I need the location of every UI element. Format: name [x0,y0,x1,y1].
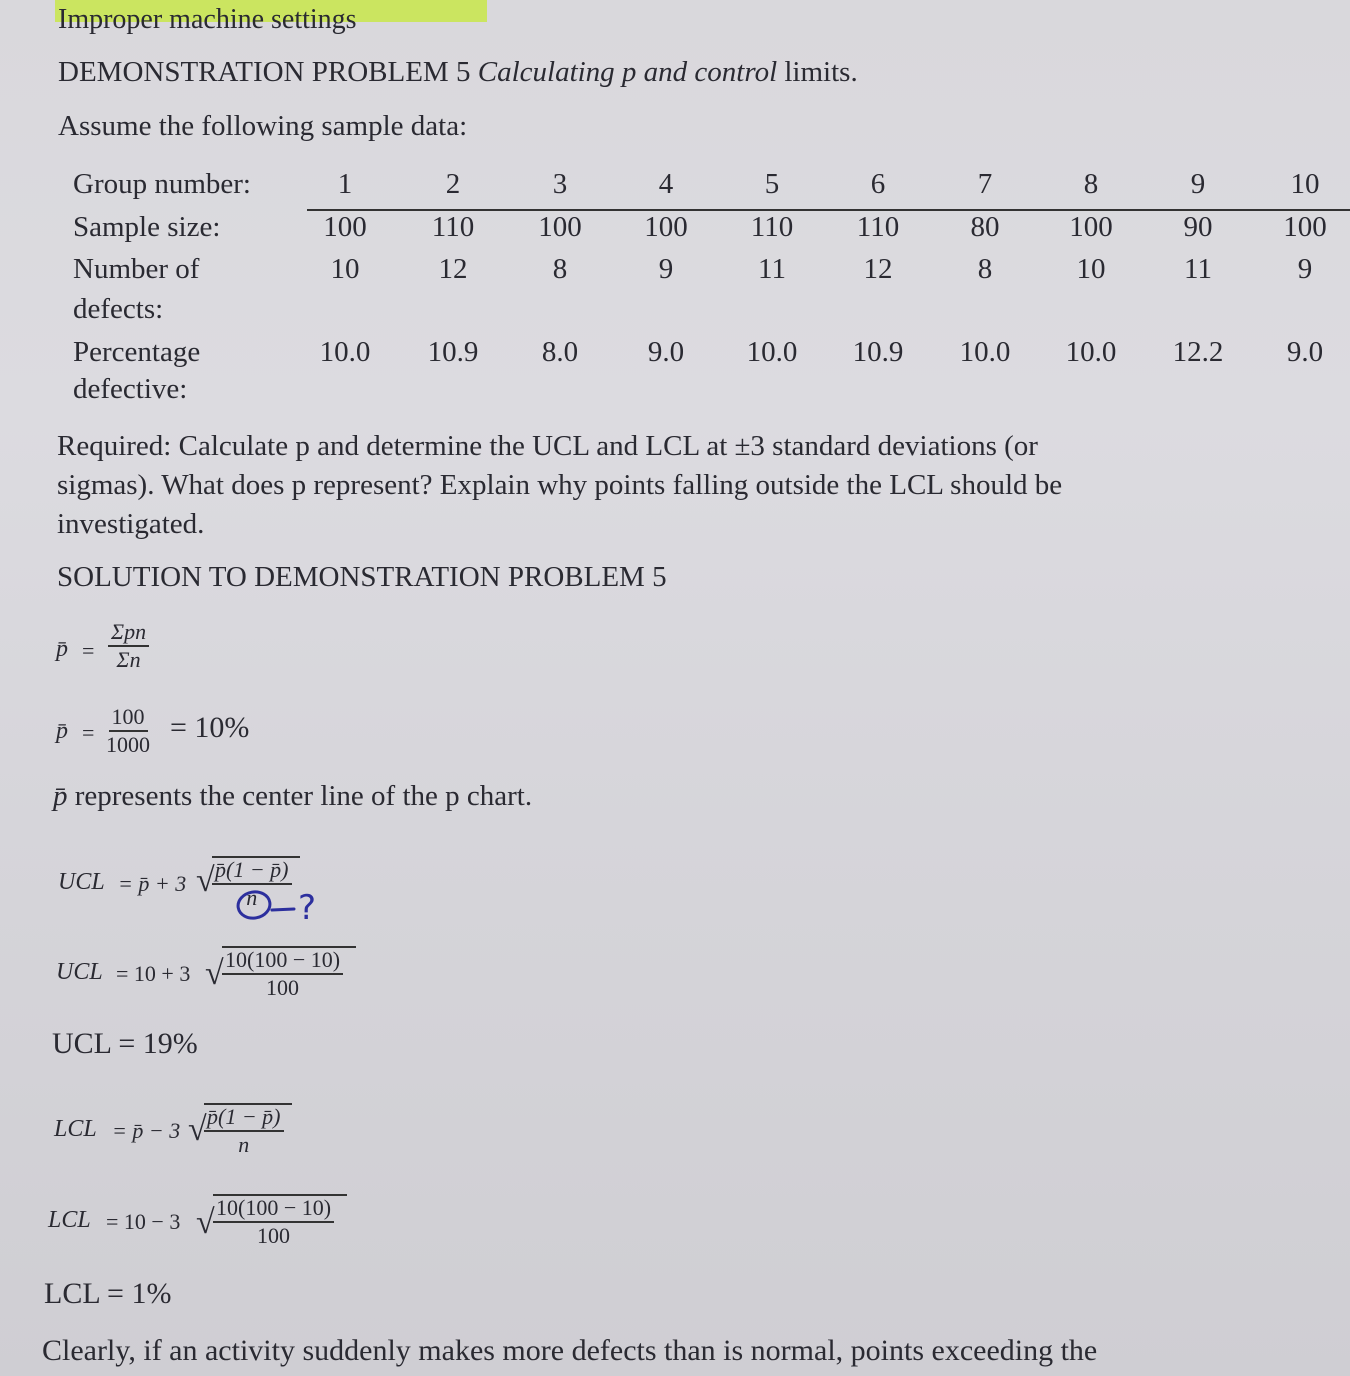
sample-size-cell: 110 [856,211,900,243]
assume-text: Assume the following sample data: [58,110,468,142]
equals-sign-2: = [82,720,95,745]
row-label-defects-1: Number of [73,253,200,285]
sample-size-cell: 90 [1183,211,1213,243]
sample-size-cell: 110 [750,211,794,243]
percent-defective-cell: 10.0 [319,336,371,368]
percent-defective-cell: 9.0 [1286,336,1324,368]
sample-size-cell: 100 [1069,211,1113,243]
defects-cell: 10 [330,253,360,285]
group-number-cell: 6 [870,168,886,200]
defects-cell: 12 [438,253,468,285]
sample-size-cell: 110 [431,211,475,243]
sample-size-cell: 100 [323,211,367,243]
group-number-cell: 1 [337,168,353,200]
percent-defective-cell: 10.9 [427,336,479,368]
percent-defective-cell: 10.0 [959,336,1011,368]
ucl-label-2: UCL [56,959,103,985]
ucl-label: UCL [58,869,105,895]
fraction-numerator: 100 [109,705,148,732]
sqrt-symbol-3: √ [188,1111,207,1148]
solution-title: SOLUTION TO DEMONSTRATION PROBLEM 5 [57,561,667,593]
group-number-cell: 5 [764,168,780,200]
lcl-label-2: LCL [48,1207,91,1233]
lcl-formula-num: p̄(1 − p̄) [204,1105,284,1132]
ucl-sub-den: 100 [266,975,300,1000]
sum-fraction [108,620,149,673]
group-number-cell: 7 [977,168,993,200]
ucl-sub-fraction [222,948,343,1001]
ucl-formula-num: p̄(1 − p̄) [212,858,292,885]
equals-sign: = [82,638,95,663]
problem-prefix: DEMONSTRATION PROBLEM 5 [58,56,471,88]
percent-defective-cell: 8.0 [541,336,579,368]
lcl-sqrt-fraction [204,1105,284,1158]
lcl-sub-prefix: = 10 − 3 [106,1209,181,1234]
pbar-result: = 10% [170,711,250,744]
row-label-pct-2: defective: [73,373,188,405]
percent-defective-cell: 10.0 [746,336,798,368]
center-line-text: represents the center line of the p chart. [74,780,533,812]
defects-cell: 10 [1076,253,1106,285]
closing-sentence: Clearly, if an activity suddenly makes more defects than is normal, points exceeding the [42,1334,1098,1367]
required-line-1: Required: Calculate p and determine the UCL and LCL at ±3 standard deviations (or [57,430,1038,462]
ucl-formula-den: n [246,885,258,910]
required-line-2: sigmas). What does p represent? Explain why points falling outside the LCL should be [57,469,1063,501]
lcl-sub-num: 10(100 − 10) [213,1196,334,1223]
pbar-symbol-2: p̄ [56,718,68,744]
group-number-cell: 8 [1083,168,1099,200]
sqrt-symbol: √ [196,862,215,899]
row-label-sample: Sample size: [73,211,221,243]
group-number-cell: 2 [445,168,461,200]
row-label-defects-2: defects: [73,293,164,325]
percent-defective-cell: 12.2 [1172,336,1224,368]
lcl-sub-fraction [213,1196,334,1249]
row-label-group: Group number: [73,168,251,200]
ucl-formula-prefix: = p̄ + 3 [118,871,187,896]
sample-size-cell: 100 [538,211,582,243]
percent-defective-cell: 10.9 [852,336,904,368]
defects-cell: 12 [863,253,893,285]
group-number-cell: 9 [1190,168,1206,200]
group-number-cell: 10 [1290,168,1320,200]
ucl-sub-prefix: = 10 + 3 [116,961,191,986]
defects-cell: 8 [977,253,993,285]
problem-suffix: limits. [784,56,858,88]
problem-italic: Calculating p and control [477,56,778,88]
pbar-fraction [106,705,150,758]
row-label-pct-1: Percentage [73,336,201,368]
ucl-sub-num: 10(100 − 10) [222,948,343,975]
ucl-result: UCL = 19% [52,1027,198,1060]
lcl-result: LCL = 1% [44,1277,172,1310]
defects-cell: 8 [552,253,568,285]
fraction-denominator: 1000 [106,732,150,757]
problem-heading [58,56,858,89]
defects-cell: 9 [1297,253,1313,285]
sum-pn: Σpn [108,620,149,647]
percent-defective-cell: 10.0 [1065,336,1117,368]
lcl-formula-den: n [238,1132,250,1157]
handwritten-circle-annotation [234,884,334,928]
defects-cell: 11 [758,253,786,285]
sample-size-cell: 80 [970,211,1000,243]
lcl-formula-prefix: = p̄ − 3 [112,1118,181,1143]
sample-size-cell: 100 [644,211,688,243]
handwritten-question-mark: ? [298,888,317,928]
pbar-symbol: p̄ [56,636,68,662]
sqrt-symbol-4: √ [196,1204,215,1241]
center-line-sentence [53,780,532,813]
defects-cell: 11 [1184,253,1212,285]
sqrt-symbol-2: √ [205,955,224,992]
sample-size-cell: 100 [1283,211,1327,243]
group-number-cell: 3 [552,168,568,200]
section-title: Improper machine settings [58,4,357,35]
lcl-label: LCL [54,1116,97,1142]
percent-defective-cell: 9.0 [647,336,685,368]
required-line-3: investigated. [57,508,205,540]
defects-cell: 9 [658,253,674,285]
group-number-cell: 4 [658,168,674,200]
pbar-inline: p̄ [53,780,68,812]
sum-n: Σn [116,647,141,672]
lcl-sub-den: 100 [257,1223,291,1248]
